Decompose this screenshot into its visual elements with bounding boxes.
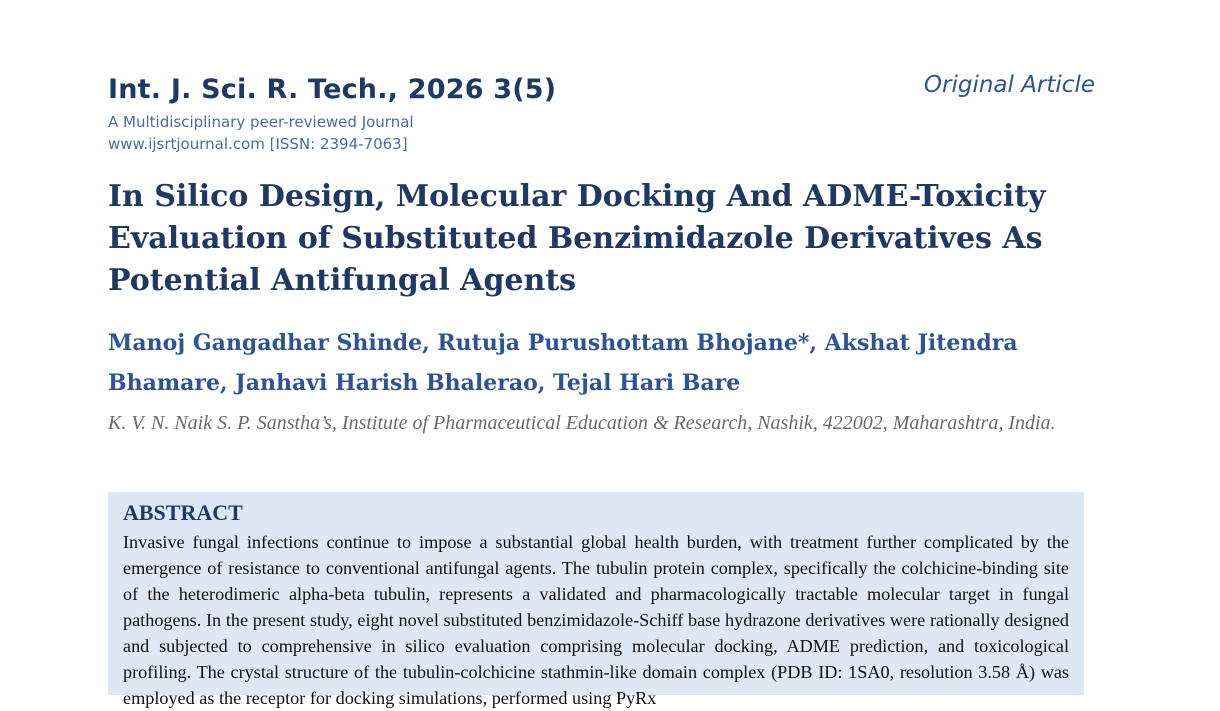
affiliation: K. V. N. Naik S. P. Sanstha’s, Institute of Pharmaceutical Education & Research, Nashik, 422002, Maharashtra, India.	[108, 412, 1056, 434]
paper-title: In Silico Design, Molecular Docking And ADME-Toxicity Evaluation of Substituted Benzimidazole Derivatives As Potential Antifungal Agents	[108, 179, 1046, 298]
author-list: Manoj Gangadhar Shinde, Rutuja Purushottam Bhojane*, Akshat Jitendra Bhamare, Janhavi Harish Bhalerao, Tejal Hari Bare	[108, 330, 1018, 396]
journal-tagline: A Multidisciplinary peer-reviewed Journal	[108, 113, 414, 131]
journal-website: www.ijsrtjournal.com [ISSN: 2394-7063]	[108, 135, 408, 153]
journal-title: Int. J. Sci. R. Tech., 2026 3(5)	[108, 74, 557, 105]
abstract-body: Invasive fungal infections continue to impose a substantial global health burden, with treatment further complicated by the emergence of resistance to conventional antifungal agents. The tubulin protein complex, specifically the colchicine-binding site of the heterodimeric alpha-beta tubulin, represents a validated and pharmacologically tractable molecular target in fungal pathogens. In the present study, eight novel substituted benzimidazole-Schiff base hydrazone derivatives were rationally designed and subjected to comprehensive in silico evaluation comprising molecular docking, ADME prediction, and toxicological profiling. The crystal structure of the tubulin-colchicine stathmin-like domain complex (PDB ID: 1SA0, resolution 3.58 Å) was employed as the receptor for docking simulations, performed using PyRx	[123, 532, 1069, 708]
abstract-section	[108, 492, 1084, 708]
abstract-heading: ABSTRACT	[123, 500, 243, 525]
article-type-label: Original Article	[923, 72, 1095, 98]
